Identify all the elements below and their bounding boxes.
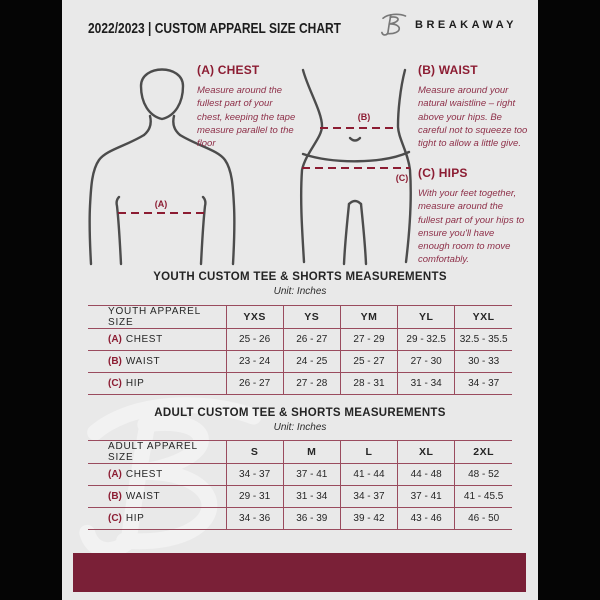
size-chart-page	[62, 0, 538, 600]
right-body-edge	[395, 70, 411, 262]
row-label-cell	[88, 508, 226, 530]
row-prefix: (B)	[108, 491, 122, 502]
row-prefix: (C)	[108, 513, 122, 524]
waist-instructions	[418, 63, 528, 150]
measurement-cell: 34 - 36	[226, 508, 283, 530]
measurement-cell: 39 - 42	[340, 508, 397, 530]
chest-instructions	[197, 63, 297, 150]
column-header: XL	[398, 441, 455, 464]
row-label-cell	[88, 329, 226, 351]
table-row	[88, 351, 512, 373]
row-label-cell	[88, 464, 226, 486]
row-label: WAIST	[125, 356, 161, 367]
table-row	[88, 373, 512, 395]
brand-logo	[380, 12, 517, 38]
column-header: YXL	[455, 306, 512, 329]
measurement-cell: 30 - 33	[455, 351, 512, 373]
row-label: CHEST	[125, 469, 163, 480]
column-header: YM	[340, 306, 397, 329]
adult-unit-label: Unit: Inches	[273, 422, 327, 433]
measurement-cell: 29 - 32.5	[398, 329, 455, 351]
measurement-cell: 34 - 37	[226, 464, 283, 486]
measurement-cell: 36 - 39	[283, 508, 340, 530]
measurement-cell: 44 - 48	[398, 464, 455, 486]
measurement-cell: 28 - 31	[340, 373, 397, 395]
adult-size-table	[88, 440, 512, 530]
hips-marker-label: (C)	[395, 173, 409, 183]
chest-heading: (A) CHEST	[197, 63, 260, 77]
head-outline	[141, 70, 183, 120]
measurement-cell: 27 - 28	[283, 373, 340, 395]
column-header: YOUTH APPAREL SIZE	[88, 306, 226, 329]
waist-body-text: Measure around your natural waistline – right above your hips. Be careful not to squeeze too tight to allow a little give.	[418, 85, 528, 150]
measurement-cell: 43 - 46	[398, 508, 455, 530]
adult-section-title: ADULT CUSTOM TEE & SHORTS MEASUREMENTS	[154, 407, 446, 419]
measurement-cell: 46 - 50	[455, 508, 512, 530]
measurement-cell: 37 - 41	[283, 464, 340, 486]
row-prefix: (C)	[108, 378, 122, 389]
column-header: YXS	[226, 306, 283, 329]
right-inner-leg	[361, 204, 366, 264]
row-label: HIP	[125, 513, 145, 524]
lower-body-figure	[298, 64, 418, 269]
measurement-cell: 25 - 27	[340, 351, 397, 373]
youth-section-title: YOUTH CUSTOM TEE & SHORTS MEASUREMENTS	[153, 271, 447, 283]
page-title: 2022/2023 | CUSTOM APPAREL SIZE CHART	[88, 20, 341, 37]
column-header: YL	[398, 306, 455, 329]
left-inner-leg	[344, 204, 349, 264]
measurement-cell: 31 - 34	[398, 373, 455, 395]
right-inner-arm	[201, 197, 205, 264]
right-shoulder-arm	[180, 135, 234, 264]
table-row	[88, 329, 512, 351]
measurement-cell: 37 - 41	[398, 486, 455, 508]
column-header: ADULT APPAREL SIZE	[88, 441, 226, 464]
row-label-cell	[88, 486, 226, 508]
waist-heading: (B) WAIST	[418, 63, 478, 77]
row-prefix: (A)	[108, 469, 122, 480]
row-prefix: (B)	[108, 356, 122, 367]
column-header: L	[340, 441, 397, 464]
navel-mark	[350, 138, 360, 141]
column-header: YS	[283, 306, 340, 329]
measurement-cell: 48 - 52	[455, 464, 512, 486]
breakaway-logo-icon	[380, 12, 407, 38]
table-header-row	[88, 441, 512, 464]
row-label: HIP	[125, 378, 145, 389]
chest-body-text: Measure around the fullest part of your chest, keeping the tape measure parallel to the floor	[197, 85, 296, 150]
table-row	[88, 486, 512, 508]
waist-marker-label: (B)	[357, 112, 371, 122]
measurement-cell: 34 - 37	[340, 486, 397, 508]
brand-name: BREAKAWAY	[415, 19, 517, 31]
left-inner-arm	[117, 197, 121, 264]
row-label-cell	[88, 373, 226, 395]
table-header-row	[88, 306, 512, 329]
table-row	[88, 508, 512, 530]
hips-body-text: With your feet together, measure around the fullest part of your hips to ensure you'll have enough room to move comfortably.	[418, 188, 525, 266]
measurement-cell: 25 - 26	[226, 329, 283, 351]
measurement-cell: 41 - 45.5	[455, 486, 512, 508]
measurement-cell: 29 - 31	[226, 486, 283, 508]
measurement-cell: 27 - 29	[340, 329, 397, 351]
hips-instructions	[418, 166, 528, 267]
table-row	[88, 464, 512, 486]
column-header: 2XL	[455, 441, 512, 464]
row-label: WAIST	[125, 491, 161, 502]
hips-heading: (C) HIPS	[418, 166, 468, 180]
measurement-cell: 31 - 34	[283, 486, 340, 508]
column-header: M	[283, 441, 340, 464]
footer-bar	[73, 553, 526, 592]
chest-marker-label: (A)	[154, 199, 168, 209]
column-header: S	[226, 441, 283, 464]
youth-size-table	[88, 305, 512, 395]
hip-curve	[303, 152, 409, 161]
neck-left	[144, 116, 151, 135]
measurement-cell: 34 - 37	[455, 373, 512, 395]
left-body-edge	[301, 70, 322, 262]
row-label: CHEST	[125, 334, 163, 345]
measurement-cell: 32.5 - 35.5	[455, 329, 512, 351]
measurement-cell: 41 - 44	[340, 464, 397, 486]
measurement-cell: 26 - 27	[226, 373, 283, 395]
measurement-cell: 23 - 24	[226, 351, 283, 373]
neck-right	[173, 116, 180, 135]
row-prefix: (A)	[108, 334, 122, 345]
youth-unit-label: Unit: Inches	[273, 286, 327, 297]
measurement-cell: 24 - 25	[283, 351, 340, 373]
measurement-cell: 27 - 30	[398, 351, 455, 373]
crotch-arc	[349, 201, 361, 204]
measurement-cell: 26 - 27	[283, 329, 340, 351]
row-label-cell	[88, 351, 226, 373]
